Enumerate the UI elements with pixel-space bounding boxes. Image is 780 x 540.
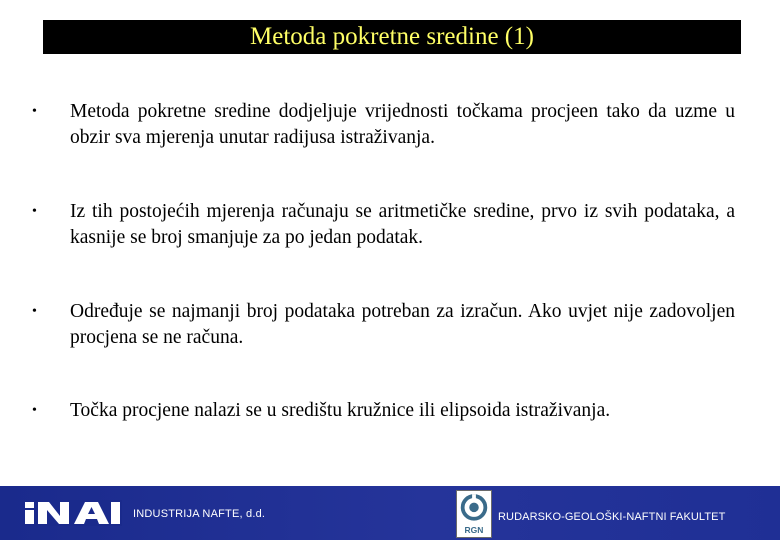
footer-bar <box>0 486 780 540</box>
bullet-item <box>30 299 735 351</box>
bullet-marker: • <box>32 104 37 119</box>
bullet-marker: • <box>32 204 37 219</box>
bullet-marker: • <box>32 403 37 418</box>
rgn-logo <box>456 490 492 538</box>
svg-text:RGN: RGN <box>464 524 484 535</box>
bullet-text: Iz tih postojećih mjerenja računaju se aritmetičke sredine, prvo iz svih podataka, a kasnije se broj smanjuje za po jedan podatak. <box>70 201 735 248</box>
bullet-item <box>30 398 735 424</box>
footer-company-name: INDUSTRIJA NAFTE, d.d. <box>133 508 266 520</box>
slide-title: Metoda pokretne sredine (1) <box>250 23 534 50</box>
bullet-text: Točka procjene nalazi se u središtu kružnice ili elipsoida istraživanja. <box>70 400 611 421</box>
bullet-text: Određuje se najmanji broj podataka potreban za izračun. Ako uvjet nije zadovoljen procjena se ne računa. <box>70 301 735 348</box>
footer-faculty-name: RUDARSKO-GEOLOŠKI-NAFTNI FAKULTET <box>498 511 726 523</box>
ina-logo <box>22 500 122 526</box>
bullet-item <box>30 199 735 251</box>
bullet-item <box>30 99 735 151</box>
bullet-marker: • <box>32 304 37 319</box>
bullet-text: Metoda pokretne sredine dodjeljuje vrijednosti točkama procjeen tako da uzme u obzir sva mjerenja unutar radijusa istraživanja. <box>70 101 735 148</box>
